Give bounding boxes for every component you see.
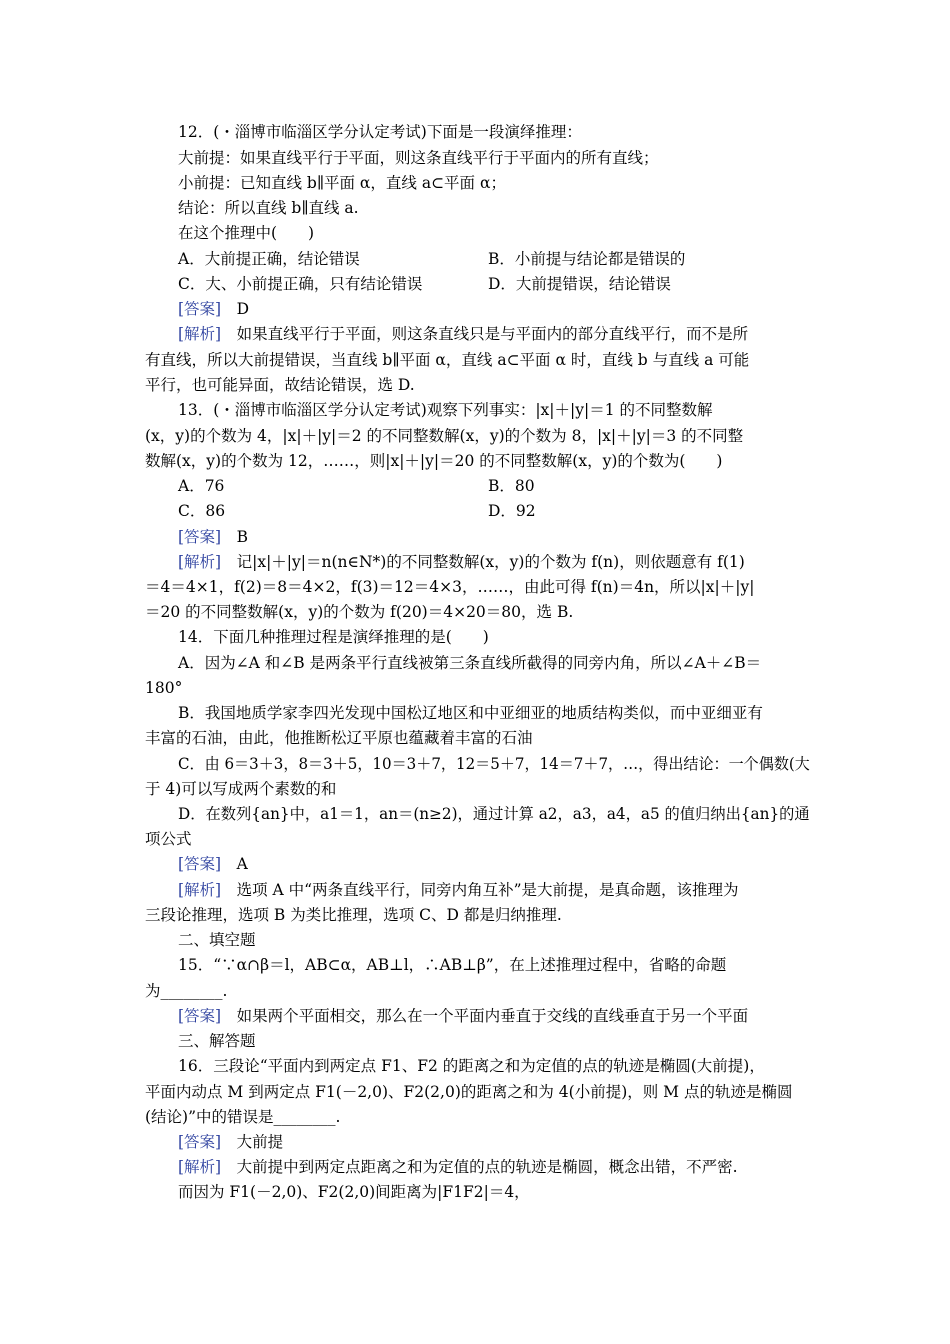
analysis-tag: [解析] — [178, 553, 222, 571]
q12-option-b: B．小前提与结论都是错误的 — [488, 250, 686, 268]
q14-option-a-line-2: 180° — [145, 679, 183, 697]
q15-stem-line-1: 15．“∵α∩β＝l，AB⊂α，AB⊥l，∴AB⊥β”，在上述推理过程中，省略的命题 — [178, 956, 727, 974]
q12-major-premise: 大前提：如果直线平行于平面，则这条直线平行于平面内的所有直线； — [178, 149, 659, 167]
q15-answer-line — [178, 1006, 748, 1026]
q12-stem: 12．(・淄博市临淄区学分认定考试)下面是一段演绎推理： — [178, 123, 582, 141]
analysis-tag: [解析] — [178, 1158, 222, 1176]
q15-answer: 如果两个平面相交，那么在一个平面内垂直于交线的直线垂直于另一个平面 — [236, 1007, 749, 1025]
q16-answer: 大前提 — [236, 1133, 284, 1151]
q14-analysis-line-2: 三段论推理，选项 B 为类比推理，选项 C、D 都是归纳推理. — [145, 906, 562, 924]
q14-stem: 14．下面几种推理过程是演绎推理的是( ) — [178, 628, 489, 646]
q14-option-b-line-1: B．我国地质学家李四光发现中国松辽地区和中亚细亚的地质结构类似，而中亚细亚有 — [178, 704, 763, 722]
q13-option-c: C．86 — [178, 502, 226, 520]
q14-answer: A — [236, 855, 248, 873]
q13-option-d: D．92 — [488, 502, 536, 520]
q13-analysis-line-2: ＝4＝4×1，f(2)＝8＝4×2，f(3)＝12＝4×3，……，由此可得 f(n)＝4n，所以|x|＋|y| — [145, 578, 755, 596]
q13-option-b: B．80 — [488, 477, 535, 495]
answer-tag: [答案] — [178, 300, 222, 318]
q16-stem-line-2: 平面内动点 M 到两定点 F1(－2,0)、F2(2,0)的距离之和为 4(小前提)，则 M 点的轨迹是椭圆 — [145, 1083, 793, 1101]
q14-option-d-line-1: D．在数列{an}中，a1＝1，an＝(n≥2)，通过计算 a2，a3，a4，a5 的值归纳出{an}的通 — [178, 805, 810, 823]
analysis-tag: [解析] — [178, 325, 222, 343]
q13-stem-line-2: (x，y)的个数为 4，|x|＋|y|＝2 的不同整数解(x，y)的个数为 8，|x|＋|y|＝3 的不同整 — [145, 427, 744, 445]
answer-tag: [答案] — [178, 1007, 222, 1025]
q13-analysis-text-1: 记|x|＋|y|＝n(n∈N*)的不同整数解(x，y)的个数为 f(n)，则依题意有 f(1) — [236, 553, 745, 571]
q12-question: 在这个推理中( ) — [178, 224, 315, 242]
q15-stem-line-2: 为________. — [145, 982, 228, 1000]
q13-stem-line-3: 数解(x，y)的个数为 12，……，则|x|＋|y|＝20 的不同整数解(x，y)的个数为( ) — [145, 452, 723, 470]
answer-tag: [答案] — [178, 528, 222, 546]
q14-analysis-text-1: 选项 A 中“两条直线平行，同旁内角互补”是大前提，是真命题，该推理为 — [236, 881, 739, 899]
q16-stem-line-1: 16．三段论“平面内到两定点 F1、F2 的距离之和为定值的点的轨迹是椭圆(大前提)， — [178, 1057, 765, 1075]
q14-answer-line — [178, 854, 248, 874]
q12-analysis-line-2: 有直线，所以大前提错误，当直线 b∥平面 α，直线 a⊂平面 α 时，直线 b 与直线 a 可能 — [145, 351, 750, 369]
q12-option-c: C．大、小前提正确，只有结论错误 — [178, 275, 423, 293]
q16-stem-line-3: (结论)”中的错误是________. — [145, 1108, 341, 1126]
q12-option-d: D．大前提错误，结论错误 — [488, 275, 671, 293]
q12-answer-line — [178, 299, 249, 319]
q16-analysis-text-1: 大前提中到两定点距离之和为定值的点的轨迹是椭圆，概念出错，不严密. — [236, 1158, 738, 1176]
q12-minor-premise: 小前提：已知直线 b∥平面 α，直线 a⊂平面 α； — [178, 174, 506, 192]
q12-analysis-line-1 — [178, 324, 748, 344]
q14-option-d-line-2: 项公式 — [145, 830, 192, 848]
q12-analysis-text-1: 如果直线平行于平面，则这条直线只是与平面内的部分直线平行，而不是所 — [236, 325, 749, 343]
q16-answer-line — [178, 1132, 283, 1152]
q13-answer: B — [236, 528, 249, 546]
q14-option-c-line-1: C．由 6＝3＋3，8＝3＋5，10＝3＋7，12＝5＋7，14＝7＋7，…，得出结论：一个偶数(大 — [178, 755, 810, 773]
answer-tag: [答案] — [178, 855, 222, 873]
q12-analysis-line-3: 平行，也可能异面，故结论错误，选 D. — [145, 376, 415, 394]
q16-analysis-line-2: 而因为 F1(－2,0)、F2(2,0)间距离为|F1F2|＝4， — [178, 1183, 530, 1201]
q13-stem-line-1: 13．(・淄博市临淄区学分认定考试)观察下列事实：|x|＋|y|＝1 的不同整数解 — [178, 401, 713, 419]
section-solutions: 三、解答题 — [178, 1032, 256, 1050]
q12-answer: D — [236, 300, 250, 318]
q13-answer-line — [178, 527, 248, 547]
analysis-tag: [解析] — [178, 881, 222, 899]
q14-option-c-line-2: 于 4)可以写成两个素数的和 — [145, 780, 337, 798]
answer-tag: [答案] — [178, 1133, 222, 1151]
section-fill-in: 二、填空题 — [178, 931, 256, 949]
q13-analysis-line-3: ＝20 的不同整数解(x，y)的个数为 f(20)＝4×20＝80，选 B. — [145, 603, 574, 621]
q14-analysis-line-1 — [178, 880, 739, 900]
q14-option-b-line-2: 丰富的石油，由此，他推断松辽平原也蕴藏着丰富的石油 — [145, 729, 533, 747]
q14-option-a-line-1: A．因为∠A 和∠B 是两条平行直线被第三条直线所截得的同旁内角，所以∠A＋∠B＝ — [178, 654, 762, 672]
q12-option-a: A．大前提正确，结论错误 — [178, 250, 360, 268]
q12-conclusion: 结论：所以直线 b∥直线 a. — [178, 199, 359, 217]
q13-option-a: A．76 — [178, 477, 225, 495]
q16-analysis-line-1 — [178, 1157, 738, 1177]
q13-analysis-line-1 — [178, 552, 745, 572]
